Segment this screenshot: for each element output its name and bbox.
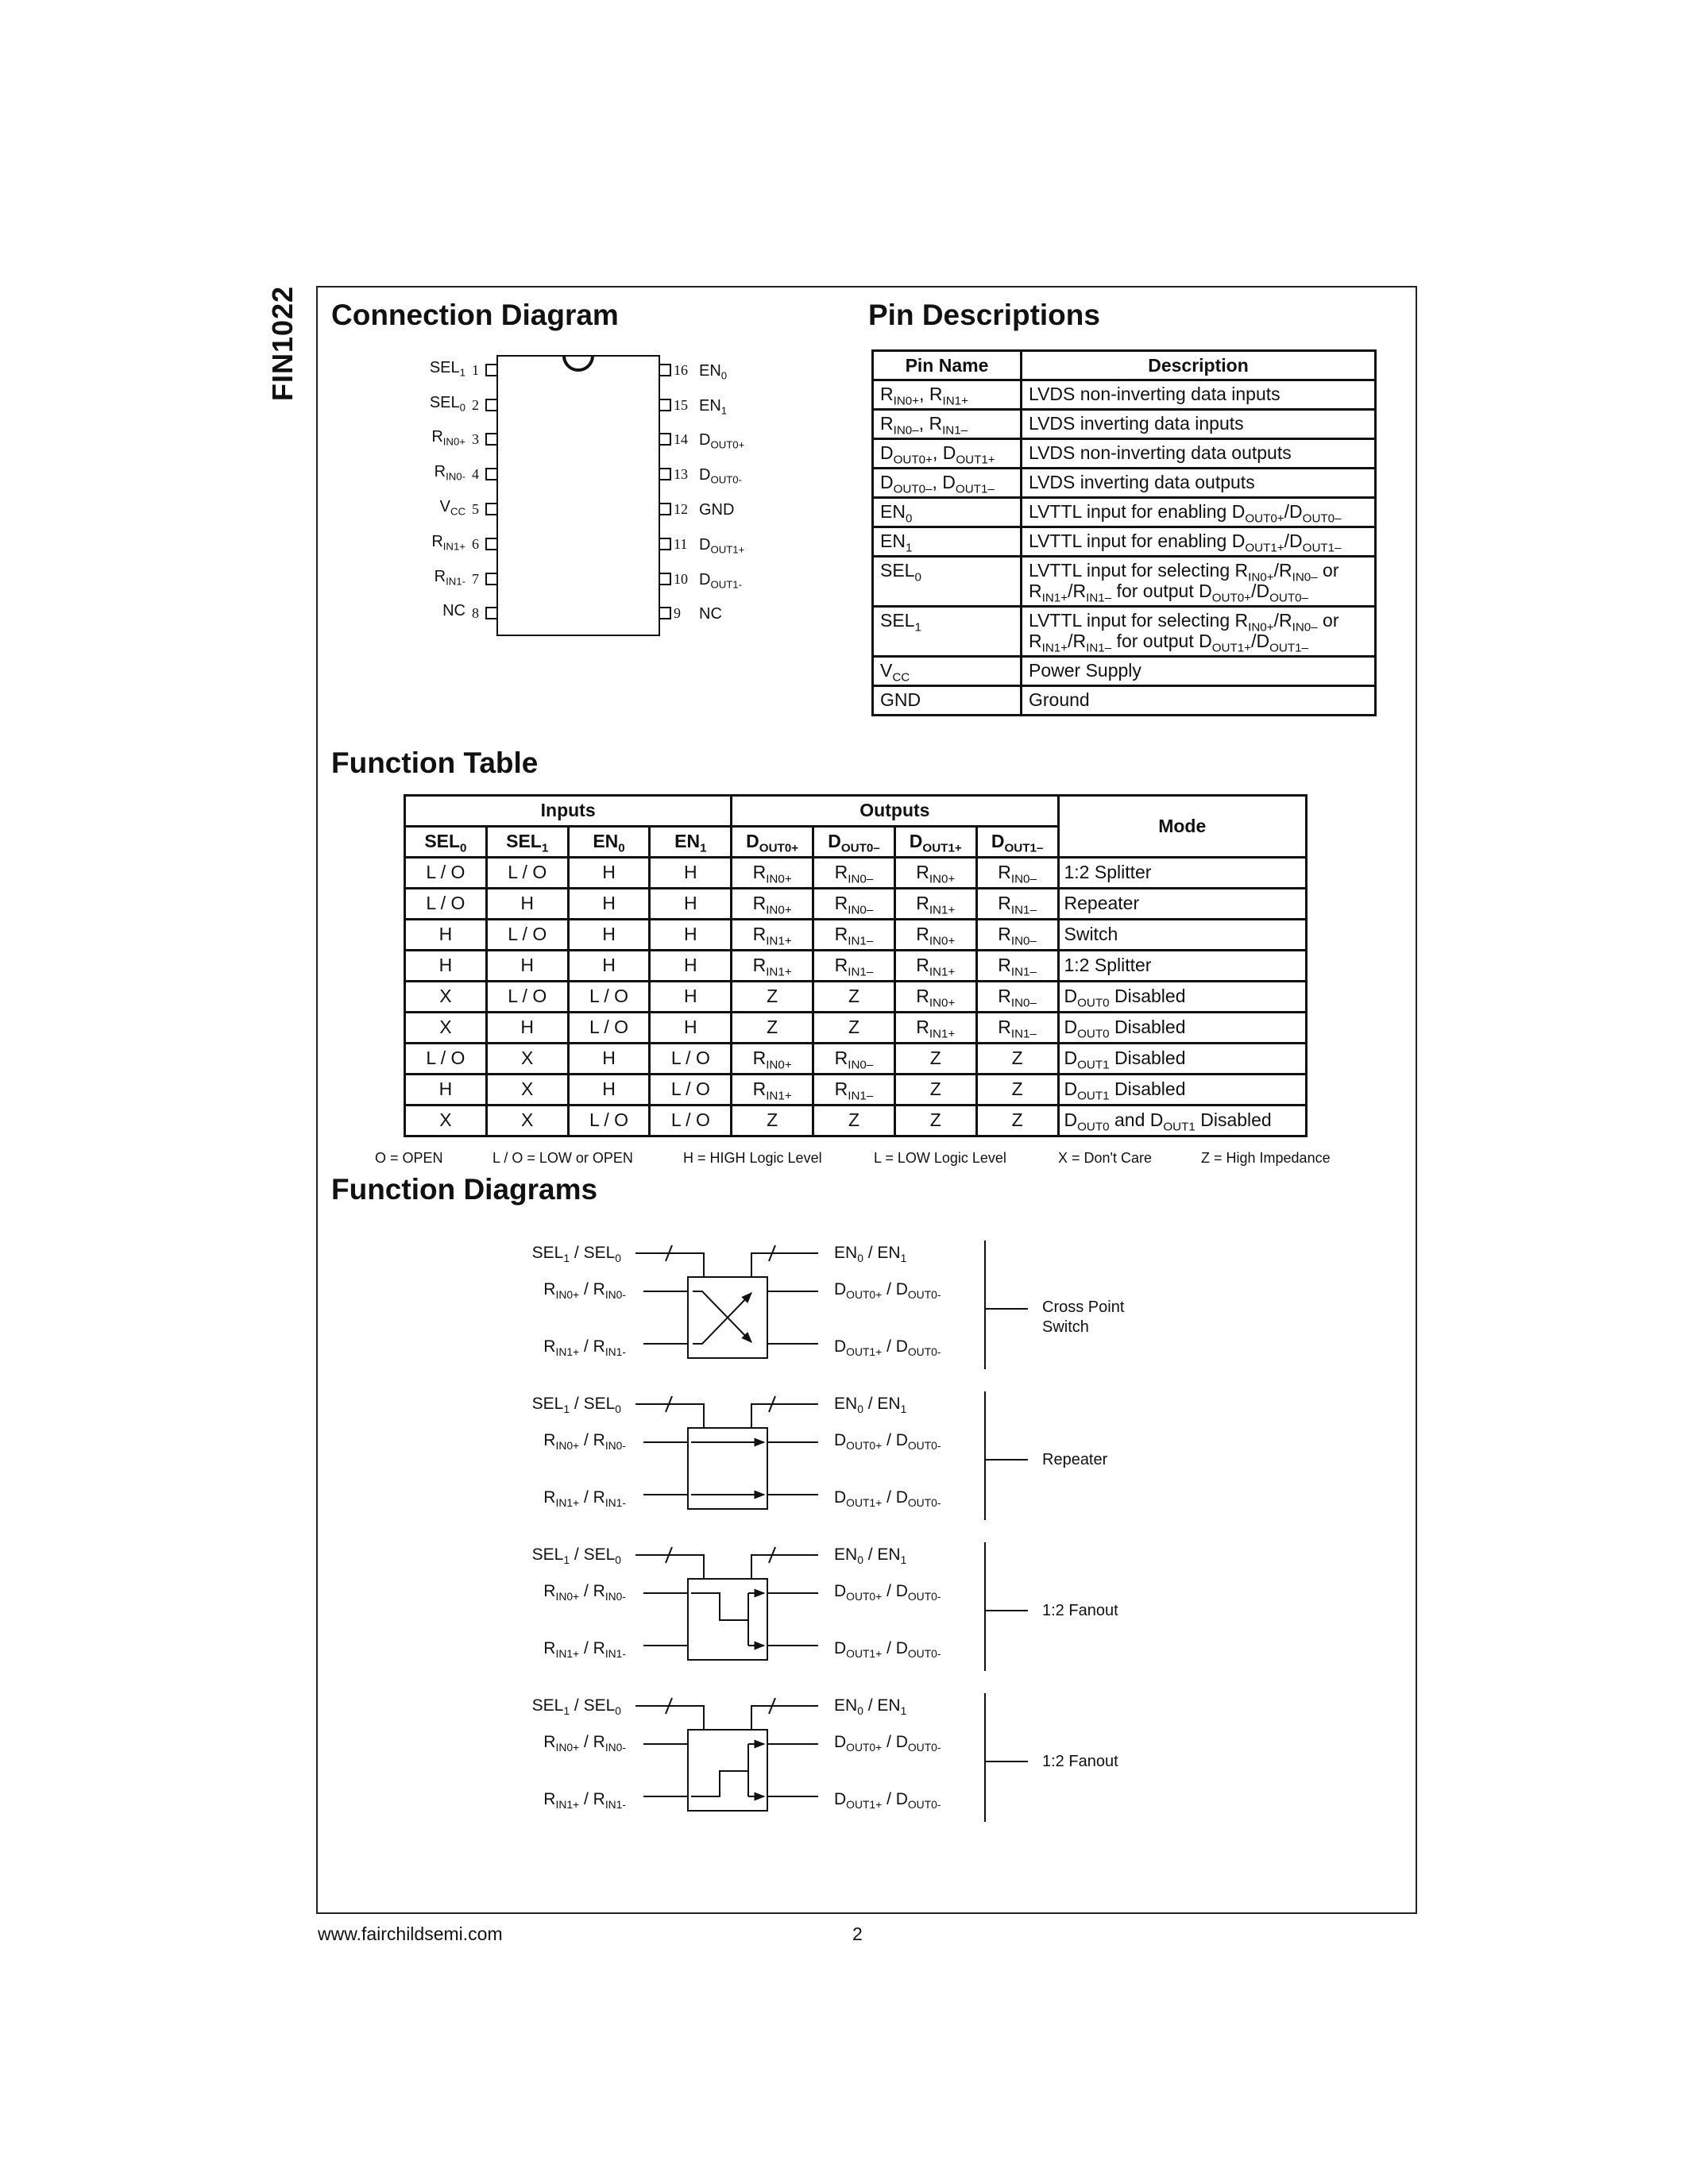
function-cell: $R_{IN0-}$	[813, 1044, 895, 1075]
pin-description-cell: LVTTL input for enabling $D_{OUT0+}/D_{OUT0-}$	[1022, 498, 1376, 527]
mode-label: 1:2 Fanout	[1042, 1602, 1118, 1619]
pin-desc-row	[873, 527, 1376, 557]
function-table-row	[405, 1013, 1307, 1044]
function-cell: H	[486, 889, 568, 920]
pin-number: 10	[674, 571, 688, 587]
function-cell: $R_{IN0-}$	[976, 858, 1058, 889]
mode-label: Cross Point Switch	[1042, 1298, 1125, 1336]
legend-dont-care: X = Don't Care	[1058, 1150, 1152, 1166]
pin-desc-row	[873, 410, 1376, 439]
pin-number: 2	[472, 397, 479, 413]
legend-high: H = HIGH Logic Level	[683, 1150, 822, 1166]
function-cell: $R_{IN0+}$	[894, 920, 976, 951]
pin-name-header: Pin Name	[873, 351, 1022, 380]
function-cell: Z	[813, 982, 895, 1013]
function-cell: L / O	[405, 858, 487, 889]
legend-high-impedance: Z = High Impedance	[1201, 1150, 1331, 1166]
function-cell: L / O	[650, 1044, 732, 1075]
function-table-row	[405, 982, 1307, 1013]
pin-number: 13	[674, 466, 688, 482]
function-cell: L / O	[650, 1075, 732, 1106]
function-table-legend	[375, 1150, 1376, 1169]
function-cell: H	[568, 1075, 650, 1106]
function-cell: $R_{IN1-}$	[813, 920, 895, 951]
pin-description-cell: LVTTL input for selecting $R_{IN0+}/R_{IN0-}$ or $R_{IN1+}/R_{IN1-}$ for output $D_{OUT1+}/D_{OUT1-}$	[1022, 607, 1376, 657]
function-cell: H	[568, 920, 650, 951]
function-column-header: $EN_1$	[650, 827, 732, 858]
function-cell: L / O	[486, 982, 568, 1013]
pin-number: 11	[674, 536, 688, 552]
footer-url: www.fairchildsemi.com	[318, 1924, 503, 1944]
pin-description-cell: Ground	[1022, 686, 1376, 716]
pin-label: $D_{OUT0-}$	[699, 466, 743, 486]
pin-label: $EN_0$	[699, 362, 728, 382]
pin-number: 16	[674, 362, 688, 378]
function-table-row	[405, 889, 1307, 920]
pin-number: 8	[472, 605, 479, 621]
function-column-header: $SEL_0$	[405, 827, 487, 858]
pin-number: 4	[472, 466, 479, 482]
part-number-title: FIN1022	[266, 285, 299, 401]
function-cell: X	[486, 1106, 568, 1136]
mode-cell: Switch	[1058, 920, 1307, 951]
mode-cell: $D_{OUT1}$ Disabled	[1058, 1075, 1307, 1106]
function-cell: H	[650, 920, 732, 951]
pin-label: GND	[699, 501, 735, 519]
function-cell: H	[405, 920, 487, 951]
description-header: Description	[1022, 351, 1376, 380]
function-cell: $R_{IN1+}$	[732, 920, 813, 951]
input1-label: $R_{IN1+} / R_{IN1-}$	[543, 1337, 626, 1358]
pin-descriptions-table	[871, 349, 1377, 716]
function-cell: $R_{IN1+}$	[894, 889, 976, 920]
pin-label: $SEL_1$	[429, 359, 465, 379]
function-cell: H	[568, 889, 650, 920]
mode-label: Repeater	[1042, 1451, 1108, 1468]
enable-label: $EN_0 / EN_1$	[834, 1545, 907, 1566]
legend-open: O = OPEN	[375, 1150, 443, 1166]
function-cell: H	[568, 858, 650, 889]
function-cell: H	[650, 889, 732, 920]
pin-name-cell: $SEL_0$	[873, 557, 1022, 607]
pin-number: 9	[674, 605, 681, 621]
function-column-header: $D_{OUT0-}$	[813, 827, 895, 858]
function-cell: L / O	[486, 858, 568, 889]
function-cell: Z	[813, 1106, 895, 1136]
function-cell: $R_{IN0-}$	[976, 920, 1058, 951]
function-cell: H	[650, 982, 732, 1013]
pin-label: $D_{OUT1+}$	[699, 536, 745, 556]
input0-label: $R_{IN0+} / R_{IN0-}$	[543, 1582, 626, 1603]
function-cell: H	[486, 951, 568, 982]
pin-number: 7	[472, 571, 479, 587]
mode-cell: $D_{OUT0}$ and $D_{OUT1}$ Disabled	[1058, 1106, 1307, 1136]
function-cell: Z	[732, 1106, 813, 1136]
select-label: $SEL_1 / SEL_0$	[531, 1395, 621, 1415]
pin-desc-row	[873, 607, 1376, 657]
function-cell: X	[405, 1106, 487, 1136]
function-cell: $R_{IN0-}$	[976, 982, 1058, 1013]
function-cell: $R_{IN1-}$	[976, 1013, 1058, 1044]
function-cell: $R_{IN1-}$	[976, 951, 1058, 982]
function-table-row	[405, 951, 1307, 982]
mode-cell: 1:2 Splitter	[1058, 858, 1307, 889]
pin-name-cell: $D_{OUT0-}$, $D_{OUT1-}$	[873, 469, 1022, 498]
pin-label: $EN_1$	[699, 397, 728, 417]
function-table-row	[405, 1075, 1307, 1106]
input0-label: $R_{IN0+} / R_{IN0-}$	[543, 1733, 626, 1754]
pin-name-cell: $SEL_1$	[873, 607, 1022, 657]
function-column-header: $SEL_1$	[486, 827, 568, 858]
function-cell: H	[650, 858, 732, 889]
function-table-row	[405, 1044, 1307, 1075]
function-cell: $R_{IN1+}$	[894, 951, 976, 982]
legend-low: L = LOW Logic Level	[874, 1150, 1006, 1166]
pin-description-cell: LVTTL input for selecting $R_{IN0+}/R_{IN0-}$ or $R_{IN1+}/R_{IN1-}$ for output $D_{OUT0+}/D_{OUT0-}$	[1022, 557, 1376, 607]
function-cell: Z	[976, 1106, 1058, 1136]
function-diagrams-title: Function Diagrams	[331, 1173, 598, 1206]
output1-label: $D_{OUT1+} / D_{OUT0-}$	[834, 1337, 941, 1358]
input0-label: $R_{IN0+} / R_{IN0-}$	[543, 1280, 626, 1301]
function-cell: H	[405, 951, 487, 982]
function-table-title: Function Table	[331, 747, 539, 779]
function-cell: Z	[976, 1075, 1058, 1106]
function-cell: L / O	[568, 1013, 650, 1044]
pin-desc-row	[873, 469, 1376, 498]
select-label: $SEL_1 / SEL_0$	[531, 1545, 621, 1566]
function-cell: $R_{IN1-}$	[813, 1075, 895, 1106]
function-cell: X	[405, 1013, 487, 1044]
function-cell: Z	[976, 1044, 1058, 1075]
function-cell: $R_{IN0-}$	[813, 858, 895, 889]
function-cell: $R_{IN0-}$	[813, 889, 895, 920]
function-cell: $R_{IN1-}$	[813, 951, 895, 982]
function-cell: $R_{IN1+}$	[732, 951, 813, 982]
function-cell: L / O	[650, 1106, 732, 1136]
pin-description-cell: LVDS non-inverting data inputs	[1022, 380, 1376, 410]
pin-label: $D_{OUT0+}$	[699, 431, 745, 451]
pin-label: $R_{IN0-}$	[434, 463, 465, 483]
pin-descriptions-title: Pin Descriptions	[868, 299, 1100, 331]
function-cell: H	[405, 1075, 487, 1106]
pin-label: $V_{CC}$	[439, 498, 465, 518]
function-table-row	[405, 920, 1307, 951]
pin-desc-row	[873, 380, 1376, 410]
pin-name-cell: $R_{IN0-}$, $R_{IN1-}$	[873, 410, 1022, 439]
mode-cell: $D_{OUT0}$ Disabled	[1058, 1013, 1307, 1044]
function-cell: Z	[894, 1075, 976, 1106]
output1-label: $D_{OUT1+} / D_{OUT0-}$	[834, 1639, 941, 1660]
pin-number: 1	[472, 362, 479, 378]
enable-label: $EN_0 / EN_1$	[834, 1696, 907, 1717]
pin-label: $R_{IN1+}$	[431, 533, 465, 553]
function-column-header: $D_{OUT0+}$	[732, 827, 813, 858]
pin-name-cell: $R_{IN0+}$, $R_{IN1+}$	[873, 380, 1022, 410]
function-column-header: $EN_0$	[568, 827, 650, 858]
function-column-header: $D_{OUT1+}$	[894, 827, 976, 858]
pin-name-cell: $D_{OUT0+}$, $D_{OUT1+}$	[873, 439, 1022, 469]
function-cell: H	[568, 951, 650, 982]
output0-label: $D_{OUT0+} / D_{OUT0-}$	[834, 1582, 941, 1603]
mode-cell: 1:2 Splitter	[1058, 951, 1307, 982]
function-cell: X	[405, 982, 487, 1013]
function-cell: Z	[813, 1013, 895, 1044]
pin-description-cell: Power Supply	[1022, 657, 1376, 686]
mode-cell: $D_{OUT0}$ Disabled	[1058, 982, 1307, 1013]
mode-label: 1:2 Fanout	[1042, 1753, 1118, 1770]
input1-label: $R_{IN1+} / R_{IN1-}$	[543, 1790, 626, 1811]
pin-description-cell: LVDS non-inverting data outputs	[1022, 439, 1376, 469]
pin-name-cell: $EN_1$	[873, 527, 1022, 557]
connection-diagram-title: Connection Diagram	[331, 299, 619, 331]
pin-description-cell: LVDS inverting data outputs	[1022, 469, 1376, 498]
function-cell: Z	[894, 1044, 976, 1075]
enable-label: $EN_0 / EN_1$	[834, 1395, 907, 1415]
pin-description-cell: LVDS inverting data inputs	[1022, 410, 1376, 439]
pin-label: NC	[442, 602, 465, 619]
pin-name-cell: $EN_0$	[873, 498, 1022, 527]
pin-number: 3	[472, 431, 479, 447]
function-cell: $R_{IN1+}$	[894, 1013, 976, 1044]
function-cell: L / O	[405, 889, 487, 920]
inputs-group-header: Inputs	[405, 796, 732, 827]
function-cell: $R_{IN0+}$	[732, 1044, 813, 1075]
function-cell: L / O	[486, 920, 568, 951]
pin-number: 5	[472, 501, 479, 517]
pin-name-cell: $V_{CC}$	[873, 657, 1022, 686]
pin-desc-row	[873, 498, 1376, 527]
pin-desc-row	[873, 657, 1376, 686]
output0-label: $D_{OUT0+} / D_{OUT0-}$	[834, 1280, 941, 1301]
pin-number: 6	[472, 536, 479, 552]
pin-label: $SEL_0$	[429, 394, 465, 414]
select-label: $SEL_1 / SEL_0$	[531, 1696, 621, 1717]
pin-desc-row	[873, 439, 1376, 469]
input1-label: $R_{IN1+} / R_{IN1-}$	[543, 1639, 626, 1660]
function-cell: $R_{IN1+}$	[732, 1075, 813, 1106]
pin-description-cell: LVTTL input for enabling $D_{OUT1+}/D_{OUT1-}$	[1022, 527, 1376, 557]
function-cell: L / O	[568, 982, 650, 1013]
pin-label: $R_{IN1-}$	[434, 568, 465, 588]
pin-label: $D_{OUT1-}$	[699, 571, 743, 591]
pin-name-cell: GND	[873, 686, 1022, 716]
outputs-group-header: Outputs	[732, 796, 1058, 827]
output1-label: $D_{OUT1+} / D_{OUT0-}$	[834, 1488, 941, 1509]
pin-desc-row	[873, 686, 1376, 716]
pin-number: 12	[674, 501, 688, 517]
page-number: 2	[852, 1924, 863, 1944]
mode-cell: Repeater	[1058, 889, 1307, 920]
function-cell: Z	[732, 1013, 813, 1044]
function-cell: $R_{IN0+}$	[732, 889, 813, 920]
function-cell: Z	[894, 1106, 976, 1136]
function-cell: $R_{IN1-}$	[976, 889, 1058, 920]
pin-label: $R_{IN0+}$	[431, 428, 465, 448]
function-table-row	[405, 858, 1307, 889]
function-cell: H	[650, 1013, 732, 1044]
function-cell: L / O	[568, 1106, 650, 1136]
enable-label: $EN_0 / EN_1$	[834, 1244, 907, 1264]
function-cell: H	[568, 1044, 650, 1075]
pin-number: 15	[674, 397, 688, 413]
function-cell: X	[486, 1075, 568, 1106]
function-cell: $R_{IN0+}$	[894, 858, 976, 889]
output0-label: $D_{OUT0+} / D_{OUT0-}$	[834, 1431, 941, 1452]
mode-header: Mode	[1058, 796, 1307, 858]
pin-number: 14	[674, 431, 688, 447]
function-table	[404, 794, 1308, 1137]
function-column-header: $D_{OUT1-}$	[976, 827, 1058, 858]
function-cell: H	[486, 1013, 568, 1044]
output0-label: $D_{OUT0+} / D_{OUT0-}$	[834, 1733, 941, 1754]
function-cell: $R_{IN0+}$	[732, 858, 813, 889]
function-cell: L / O	[405, 1044, 487, 1075]
function-cell: H	[650, 951, 732, 982]
function-cell: $R_{IN0+}$	[894, 982, 976, 1013]
function-table-row	[405, 1106, 1307, 1136]
pin-desc-row	[873, 557, 1376, 607]
input0-label: $R_{IN0+} / R_{IN0-}$	[543, 1431, 626, 1452]
legend-low-or-open: L / O = LOW or OPEN	[492, 1150, 633, 1166]
select-label: $SEL_1 / SEL_0$	[531, 1244, 621, 1264]
input1-label: $R_{IN1+} / R_{IN1-}$	[543, 1488, 626, 1509]
output1-label: $D_{OUT1+} / D_{OUT0-}$	[834, 1790, 941, 1811]
pin-label: NC	[699, 605, 722, 623]
mode-cell: $D_{OUT1}$ Disabled	[1058, 1044, 1307, 1075]
function-cell: Z	[732, 982, 813, 1013]
function-cell: X	[486, 1044, 568, 1075]
